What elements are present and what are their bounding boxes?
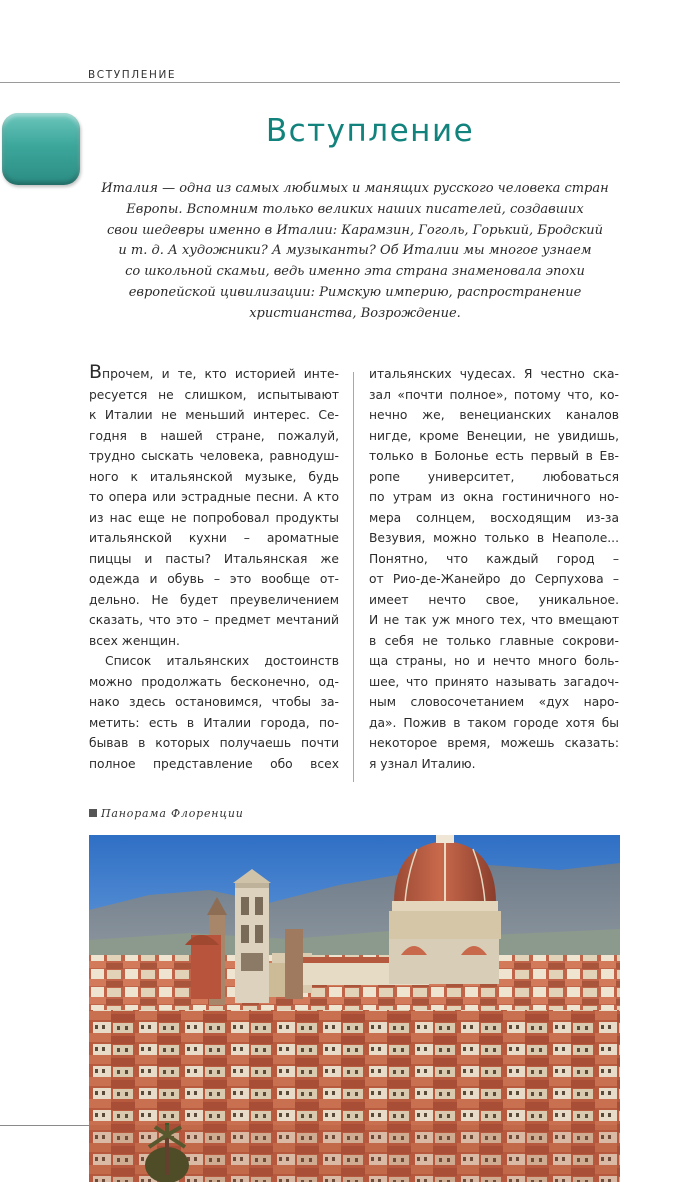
body-line: я узнал Италию.: [369, 756, 476, 771]
body-line: имеет нечто свое, уникальное.: [369, 592, 619, 607]
header-rule: [0, 82, 620, 83]
body-line: [89, 361, 339, 385]
body-line: только в Болонье есть первый в Ев-: [369, 449, 619, 463]
body-line: ропе университет, любоваться: [369, 469, 619, 484]
column-divider: [353, 372, 354, 782]
body-line: Понятно, что каждый город –: [369, 551, 619, 566]
body-line: И не так уж много тех, что вмещают: [369, 613, 619, 627]
body-line: да». Пожив в таком городе хотя бы: [369, 715, 619, 730]
bottom-rule: [0, 1125, 89, 1126]
body-line: годня в нашей стране, пожалуй,: [89, 428, 339, 443]
body-line: нако здесь остановимся, чтобы за-: [89, 695, 339, 709]
body-line: то опера или эстрадные песни. А кто: [89, 490, 339, 504]
caption-text: Панорама Флоренции: [101, 807, 244, 820]
body-line: из нас еще не попробовал продукты: [89, 510, 339, 525]
lead-line: европейской цивилизации: Римскую империю, распространение: [128, 284, 582, 300]
florence-panorama-photo: [89, 835, 620, 1182]
body-line: ного к итальянской музыке, будь: [89, 469, 339, 484]
body-line: некоторое время, можешь сказать:: [369, 736, 619, 750]
body-line: от Рио-де-Жанейро до Серпухова –: [369, 572, 619, 586]
photo-caption: [89, 807, 244, 820]
body-line: Список итальянских достоинств: [105, 654, 339, 668]
page-title: Вступление: [265, 113, 475, 149]
body-column-right: [369, 364, 619, 774]
body-line: трудно сыскать человека, равнодуш-: [89, 449, 339, 463]
body-line: мера солнцем, восходящим из-за: [369, 510, 619, 525]
body-line: всех женщин.: [89, 633, 180, 648]
body-line: одежда и обувь – это вообще от-: [89, 572, 339, 586]
drop-cap: В: [89, 361, 103, 383]
body-line: ща страны, но и нечто много боль-: [369, 654, 619, 668]
body-line: нечно же, венецианских каналов: [369, 408, 619, 422]
lead-line: свои шедевры именно в Италии: Карамзин, Гоголь, Горький, Бродский: [106, 222, 604, 238]
body-line: пиццы и пасты? Итальянская же: [89, 551, 339, 566]
body-line: дельно. Не будет преувеличением: [89, 592, 339, 607]
running-header: ВСТУПЛЕНИЕ: [88, 69, 179, 81]
body-line: итальянских чудесах. Я честно ска-: [369, 367, 619, 381]
body-line: бывав в которых получаешь почти: [89, 736, 339, 750]
lead-line: и т. д. А художники? А музыканты? Об Италии мы многое узнаем: [118, 243, 592, 259]
lead-line: Европы. Вспомним только великих наших писателей, создавших: [126, 201, 584, 217]
body-column-left: [89, 361, 339, 774]
body-line: по утрам из окна гостиничного но-: [369, 490, 619, 504]
body-line: полное представление обо всех: [89, 756, 339, 771]
panorama-illustration: [89, 835, 620, 1182]
body-line: Везувия, можно только в Неаполе...: [369, 531, 619, 545]
lead-line: Италия — одна из самых любимых и манящих русского человека стран: [101, 181, 609, 196]
body-line: метить: есть в Италии города, по-: [89, 715, 339, 730]
body-line: к Италии не меньший интерес. Се-: [89, 408, 339, 422]
lead-line: христианства, Возрождение.: [249, 305, 461, 321]
caption-square-icon: [89, 809, 97, 817]
body-line-text: прочем, и те, кто историей инте-: [102, 367, 339, 381]
body-line: можно продолжать бесконечно, од-: [89, 674, 339, 689]
body-line: нигде, кроме Венеции, не увидишь,: [369, 428, 619, 443]
lead-paragraph: [100, 179, 610, 325]
body-line: ным словосочетанием «дух наро-: [369, 695, 619, 709]
body-line: сказать, что это – предмет мечтаний: [89, 613, 339, 627]
body-line: зал «почти полное», потому что, ко-: [369, 387, 619, 402]
body-line: шее, что принято называть загадоч-: [369, 674, 619, 689]
body-line: ресуется не слишком, испытывают: [89, 387, 339, 402]
lead-line: со школьной скамьи, ведь именно эта страна знаменовала эпохи: [125, 264, 585, 280]
body-line: итальянской кухни – ароматные: [89, 531, 339, 545]
body-line: в себя не только главные сокрови-: [369, 633, 619, 648]
